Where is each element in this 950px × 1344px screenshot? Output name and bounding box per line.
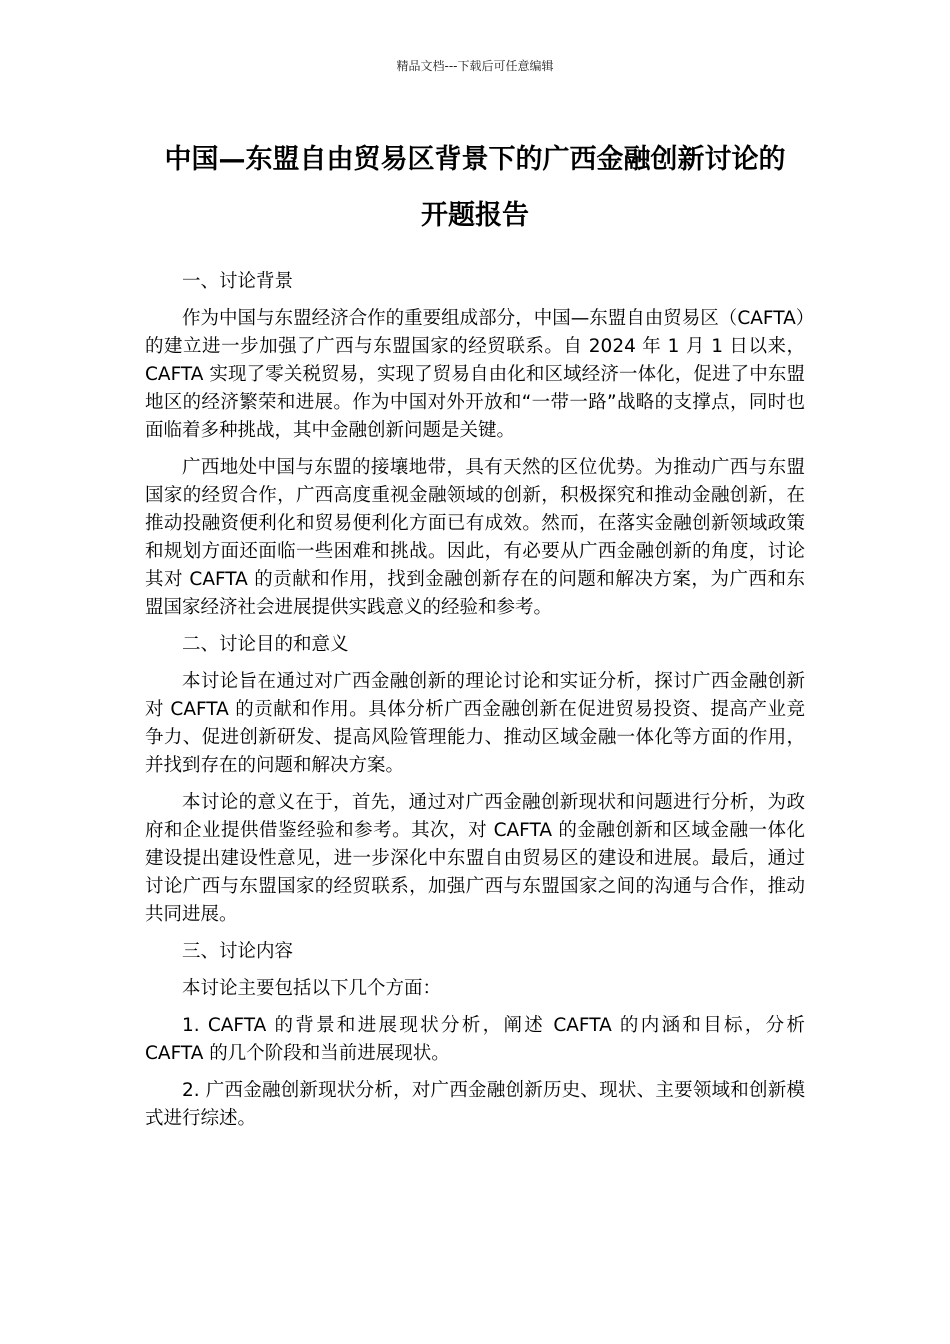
title-line-2: 开题报告	[421, 200, 529, 231]
document-title	[130, 132, 820, 244]
title-line-1: 中国—东盟自由贸易区背景下的广西金融创新讨论的	[164, 144, 786, 175]
section-heading-background: 一、讨论背景	[182, 271, 294, 292]
paragraph: 作为中国与东盟经济合作的重要组成部分，中国—东盟自由贸易区（CAFTA）的建立进一步加强了广西与东盟国家的经贸联系。自 2024 年 1 月 1 日以来，CAFTA 实现了零关税贸易，实现了贸易自由化和区域经济一体化，促进了中东盟地区的经济繁荣和进展。作为中国对外开放和“一带一路”战略的支撑点，同时也面临着多种挑战，其中金融创新问题是关键。	[145, 308, 805, 441]
section-heading-content: 三、讨论内容	[182, 941, 294, 962]
paragraph: 广西地处中国与东盟的接壤地带，具有天然的区位优势。为推动广西与东盟国家的经贸合作，广西高度重视金融领域的创新，积极探究和推动金融创新，在推动投融资便利化和贸易便利化方面已有成效。然而，在落实金融创新领域政策和规划方面还面临一些困难和挑战。因此，有必要从广西金融创新的角度，讨论其对 CAFTA 的贡献和作用，找到金融创新存在的问题和解决方案，为广西和东盟国家经济社会进展提供实践意义的经验和参考。	[145, 457, 805, 618]
section-heading-purpose: 二、讨论目的和意义	[182, 634, 349, 655]
list-item: 2. 广西金融创新现状分析，对广西金融创新历史、现状、主要领域和创新模式进行综述。	[145, 1080, 805, 1129]
header-note: 精品文档---下载后可任意编辑	[396, 59, 554, 73]
paragraph: 本讨论主要包括以下几个方面：	[182, 978, 442, 999]
document-body	[145, 268, 805, 1142]
list-item: 1. CAFTA 的背景和进展现状分析，阐述 CAFTA 的内涵和目标，分析 CAFTA 的几个阶段和当前进展现状。	[145, 1015, 805, 1064]
paragraph: 本讨论的意义在于，首先，通过对广西金融创新现状和问题进行分析，为政府和企业提供借鉴经验和参考。其次，对 CAFTA 的金融创新和区域金融一体化建设提出建设性意见，进一步深化中东盟自由贸易区的建设和进展。最后，通过讨论广西与东盟国家的经贸联系，加强广西与东盟国家之间的沟通与合作，推动共同进展。	[145, 792, 805, 925]
paragraph: 本讨论旨在通过对广西金融创新的理论讨论和实证分析，探讨广西金融创新对 CAFTA 的贡献和作用。具体分析广西金融创新在促进贸易投资、提高产业竞争力、促进创新研发、提高风险管理能力、推动区域金融一体化等方面的作用，并找到存在的问题和解决方案。	[145, 671, 805, 776]
